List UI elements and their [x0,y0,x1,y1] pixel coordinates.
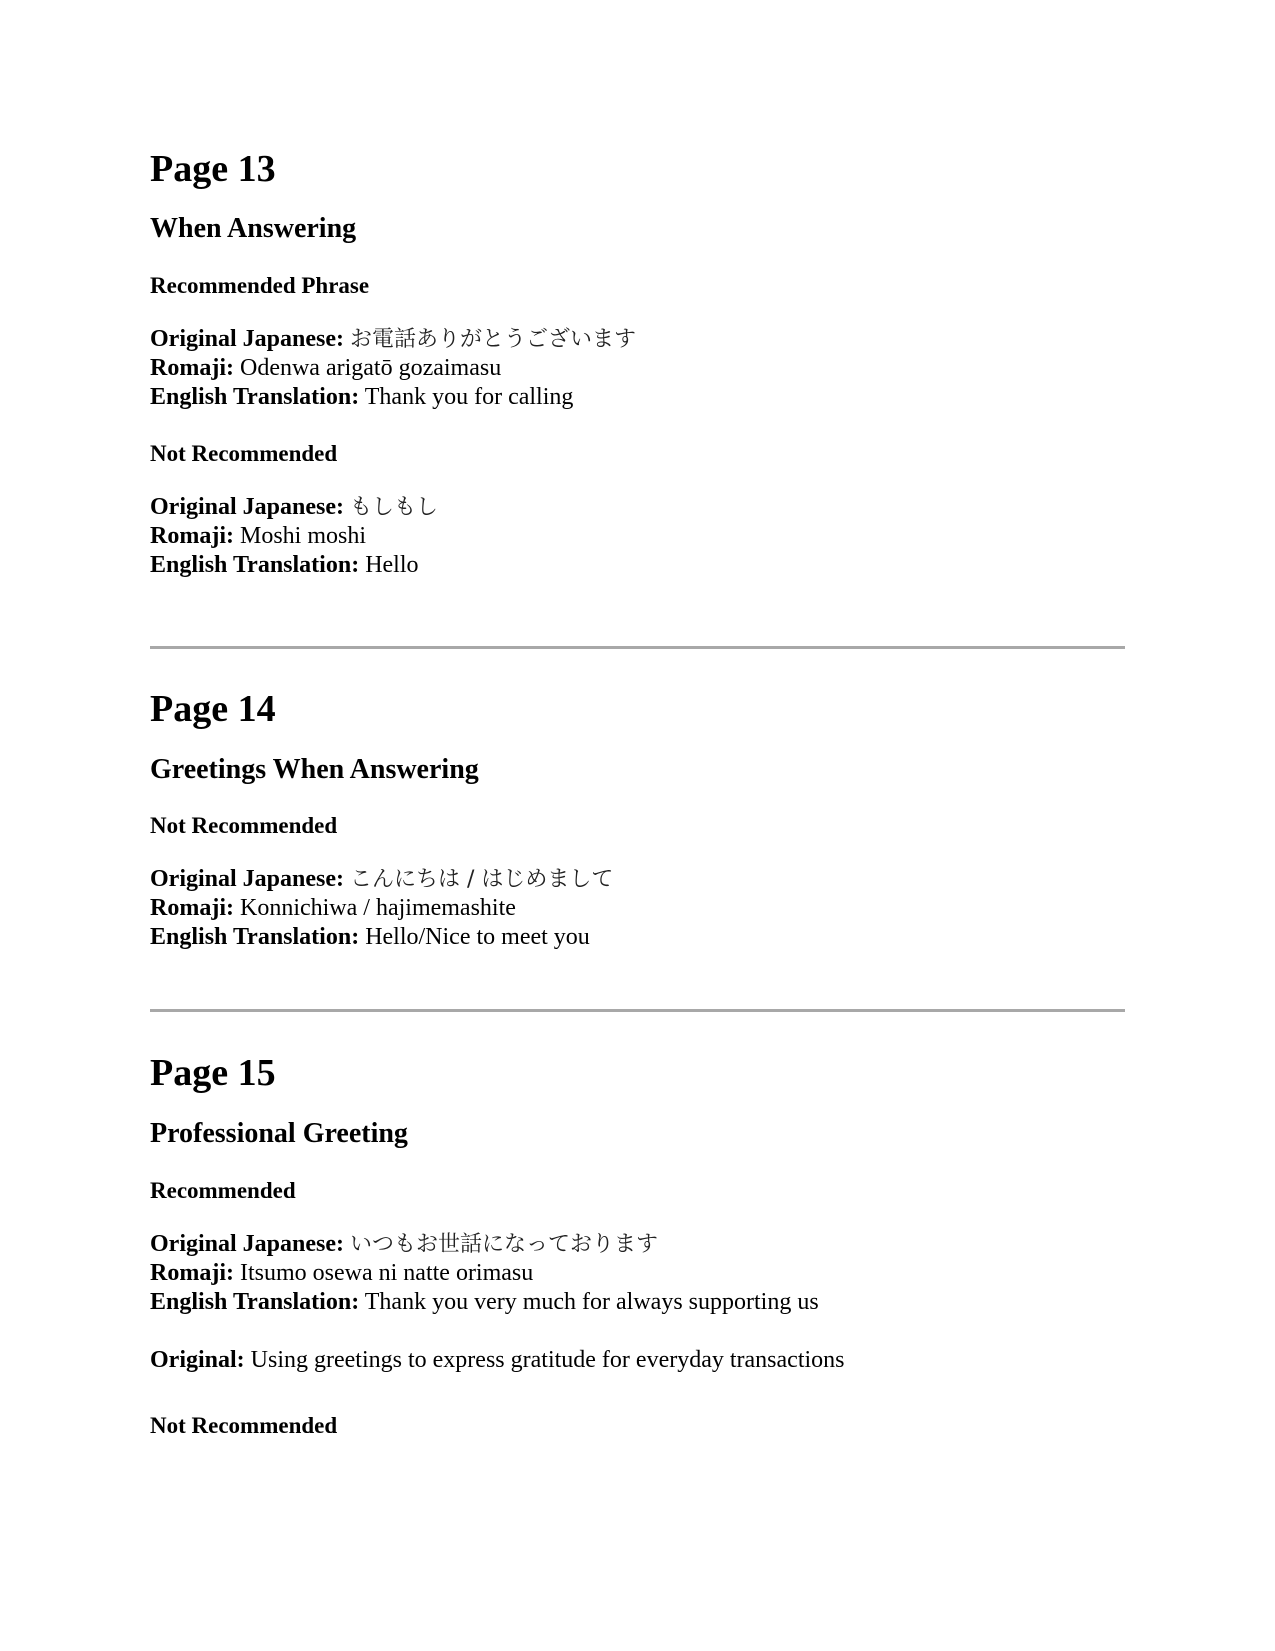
entry-value: いつもお世話になっております [350,1232,659,1257]
section-heading: Greetings When Answering [150,754,479,785]
subheading: Not Recommended [150,441,338,466]
entry-value: こんにちは / はじめまして [350,867,614,892]
section-heading: Professional Greeting [150,1118,408,1149]
entry-line [150,1288,819,1317]
entry-line [150,383,636,412]
entry-value: Thank you for calling [364,384,574,410]
entry-label: Original Japanese: [150,866,345,892]
phrase-entry [150,325,636,412]
entry-label: Romaji: [150,355,234,381]
subheading: Not Recommended [150,1413,338,1438]
page-title: Page 15 [150,1052,276,1094]
entry-line [150,894,613,923]
entry-label: English Translation: [150,384,360,410]
entry-label: Romaji: [150,895,234,921]
entry-line [150,1230,819,1259]
phrase-entry [150,865,613,952]
phrase-entry [150,493,438,580]
entry-line [150,923,613,952]
entry-line [150,493,438,522]
entry-value: お電話ありがとうございます [350,327,637,352]
entry-value: Hello [365,552,419,578]
entry-value: もしもし [350,495,439,520]
entry-value: Odenwa arigatō gozaimasu [239,355,502,381]
subheading: Not Recommended [150,813,338,838]
entry-label: Romaji: [150,1260,234,1286]
entry-value: Konnichiwa / hajimemashite [239,895,516,921]
entry-label: Romaji: [150,523,234,549]
subheading: Recommended [150,1178,296,1203]
entry-value: Hello/Nice to meet you [365,924,590,950]
page-title: Page 13 [150,148,276,190]
page-title: Page 14 [150,688,276,730]
section-divider [150,1009,1125,1012]
entry-line [150,522,438,551]
section-heading: When Answering [150,213,357,244]
entry-label: English Translation: [150,552,360,578]
entry-label: English Translation: [150,1289,360,1315]
entry-label: Original Japanese: [150,326,345,352]
entry-label: English Translation: [150,924,360,950]
entry-value: Moshi moshi [239,523,367,549]
entry-line [150,1259,819,1288]
phrase-entry [150,1230,819,1317]
subheading: Recommended Phrase [150,273,370,298]
entry-value: Using greetings to express gratitude for everyday transactions [250,1347,845,1373]
entry-value: Itsumo osewa ni natte orimasu [239,1260,534,1286]
entry-line [150,551,438,580]
entry-label: Original Japanese: [150,1231,345,1257]
section-divider [150,646,1125,649]
entry-label: Original: [150,1347,245,1373]
note-entry [150,1346,845,1375]
entry-line [150,1346,845,1375]
entry-line [150,354,636,383]
entry-line [150,325,636,354]
entry-value: Thank you very much for always supporting us [364,1289,819,1315]
entry-label: Original Japanese: [150,494,345,520]
entry-line [150,865,613,894]
